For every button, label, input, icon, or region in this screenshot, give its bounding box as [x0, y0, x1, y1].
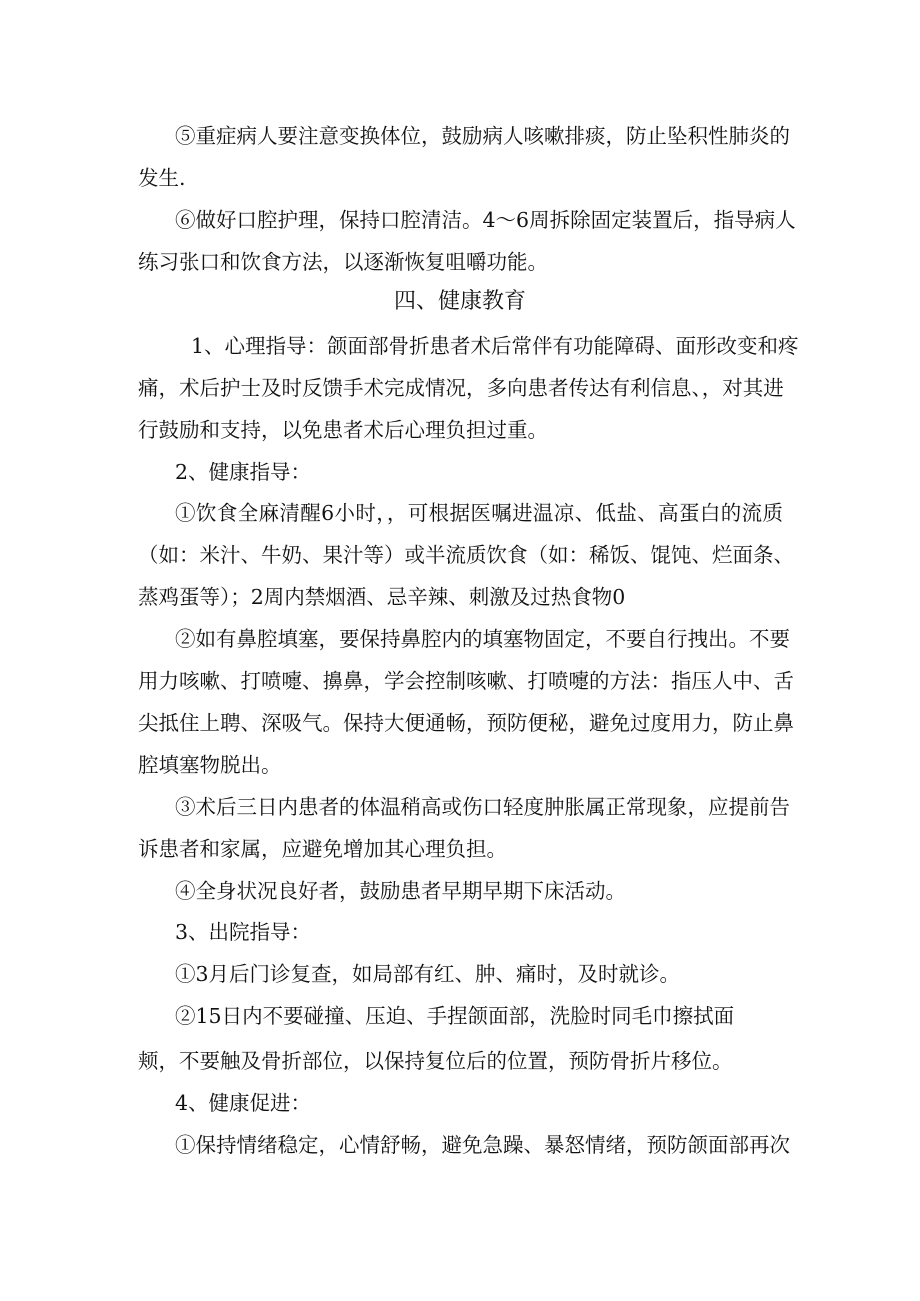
- text-line: 颊，不要触及骨折部位，以保持复位后的位置，预防骨折片移位。: [138, 1049, 733, 1073]
- text-line: 诉患者和家属，应避免增加其心理负担。: [138, 837, 507, 861]
- text-line: 蒸鸡蛋等）；2周内禁烟酒、忌辛辣、刺激及过热食物0: [138, 585, 626, 609]
- subsection-title: 3、出院指导：: [175, 920, 312, 944]
- text-line: ③术后三日内患者的体温稍高或伤口轻度肿胀属正常现象，应提前告: [175, 795, 790, 819]
- text-line: ①保持情绪稳定，心情舒畅，避免急躁、暴怒情绪，预防颌面部再次: [175, 1133, 790, 1157]
- text-line: 痛，术后护士及时反馈手术完成情况，多向患者传达有利信息、，对其进: [138, 376, 784, 400]
- text-line: ②15日内不要碰撞、压迫、手捏颌面部，洗脸时同毛巾擦拭面: [175, 1004, 735, 1028]
- text-line: ④全身状况良好者，鼓励患者早期早期下床活动。: [175, 879, 626, 903]
- text-line: 行鼓励和支持，以免患者术后心理负担过重。: [138, 418, 548, 442]
- text-line: 练习张口和饮食方法，以逐渐恢复咀嚼功能。: [138, 250, 548, 274]
- section-heading: 四、健康教育: [393, 289, 526, 314]
- subsection-title: 2、健康指导：: [175, 460, 312, 484]
- text-line: ①3月后门诊复查，如局部有红、肿、痛时，及时就诊。: [175, 962, 681, 986]
- subsection-title: 4、健康促进：: [175, 1091, 312, 1115]
- text-line: （如：米汁、牛奶、果汁等）或半流质饮食（如：稀饭、馄饨、烂面条、: [138, 543, 794, 567]
- text-line: ⑤重症病人要注意变换体位，鼓励病人咳嗽排痰，防止坠积性肺炎的: [175, 124, 790, 148]
- text-line: 尖抵住上聘、深吸气。保持大便通畅，预防便秘，避免过度用力，防止鼻: [138, 711, 794, 735]
- text-line: 腔填塞物脱出。: [138, 753, 282, 777]
- text-line: 用力咳嗽、打喷嚏、擤鼻，学会控制咳嗽、打喷嚏的方法：指压人中、舌: [138, 669, 794, 693]
- text-line: 1、心理指导：颌面部骨折患者术后常伴有功能障碍、面形改变和疼: [191, 334, 799, 358]
- text-line: ⑥做好口腔护理，保持口腔清洁。4～6周拆除固定装置后，指导病人: [175, 208, 796, 232]
- text-line: ①饮食全麻清醒6小时，，可根据医嘱进温凉、低盐、高蛋白的流质: [175, 501, 783, 525]
- text-line: ②如有鼻腔填塞，要保持鼻腔内的填塞物固定，不要自行拽出。不要: [175, 627, 790, 651]
- text-line: 发生.: [138, 166, 186, 190]
